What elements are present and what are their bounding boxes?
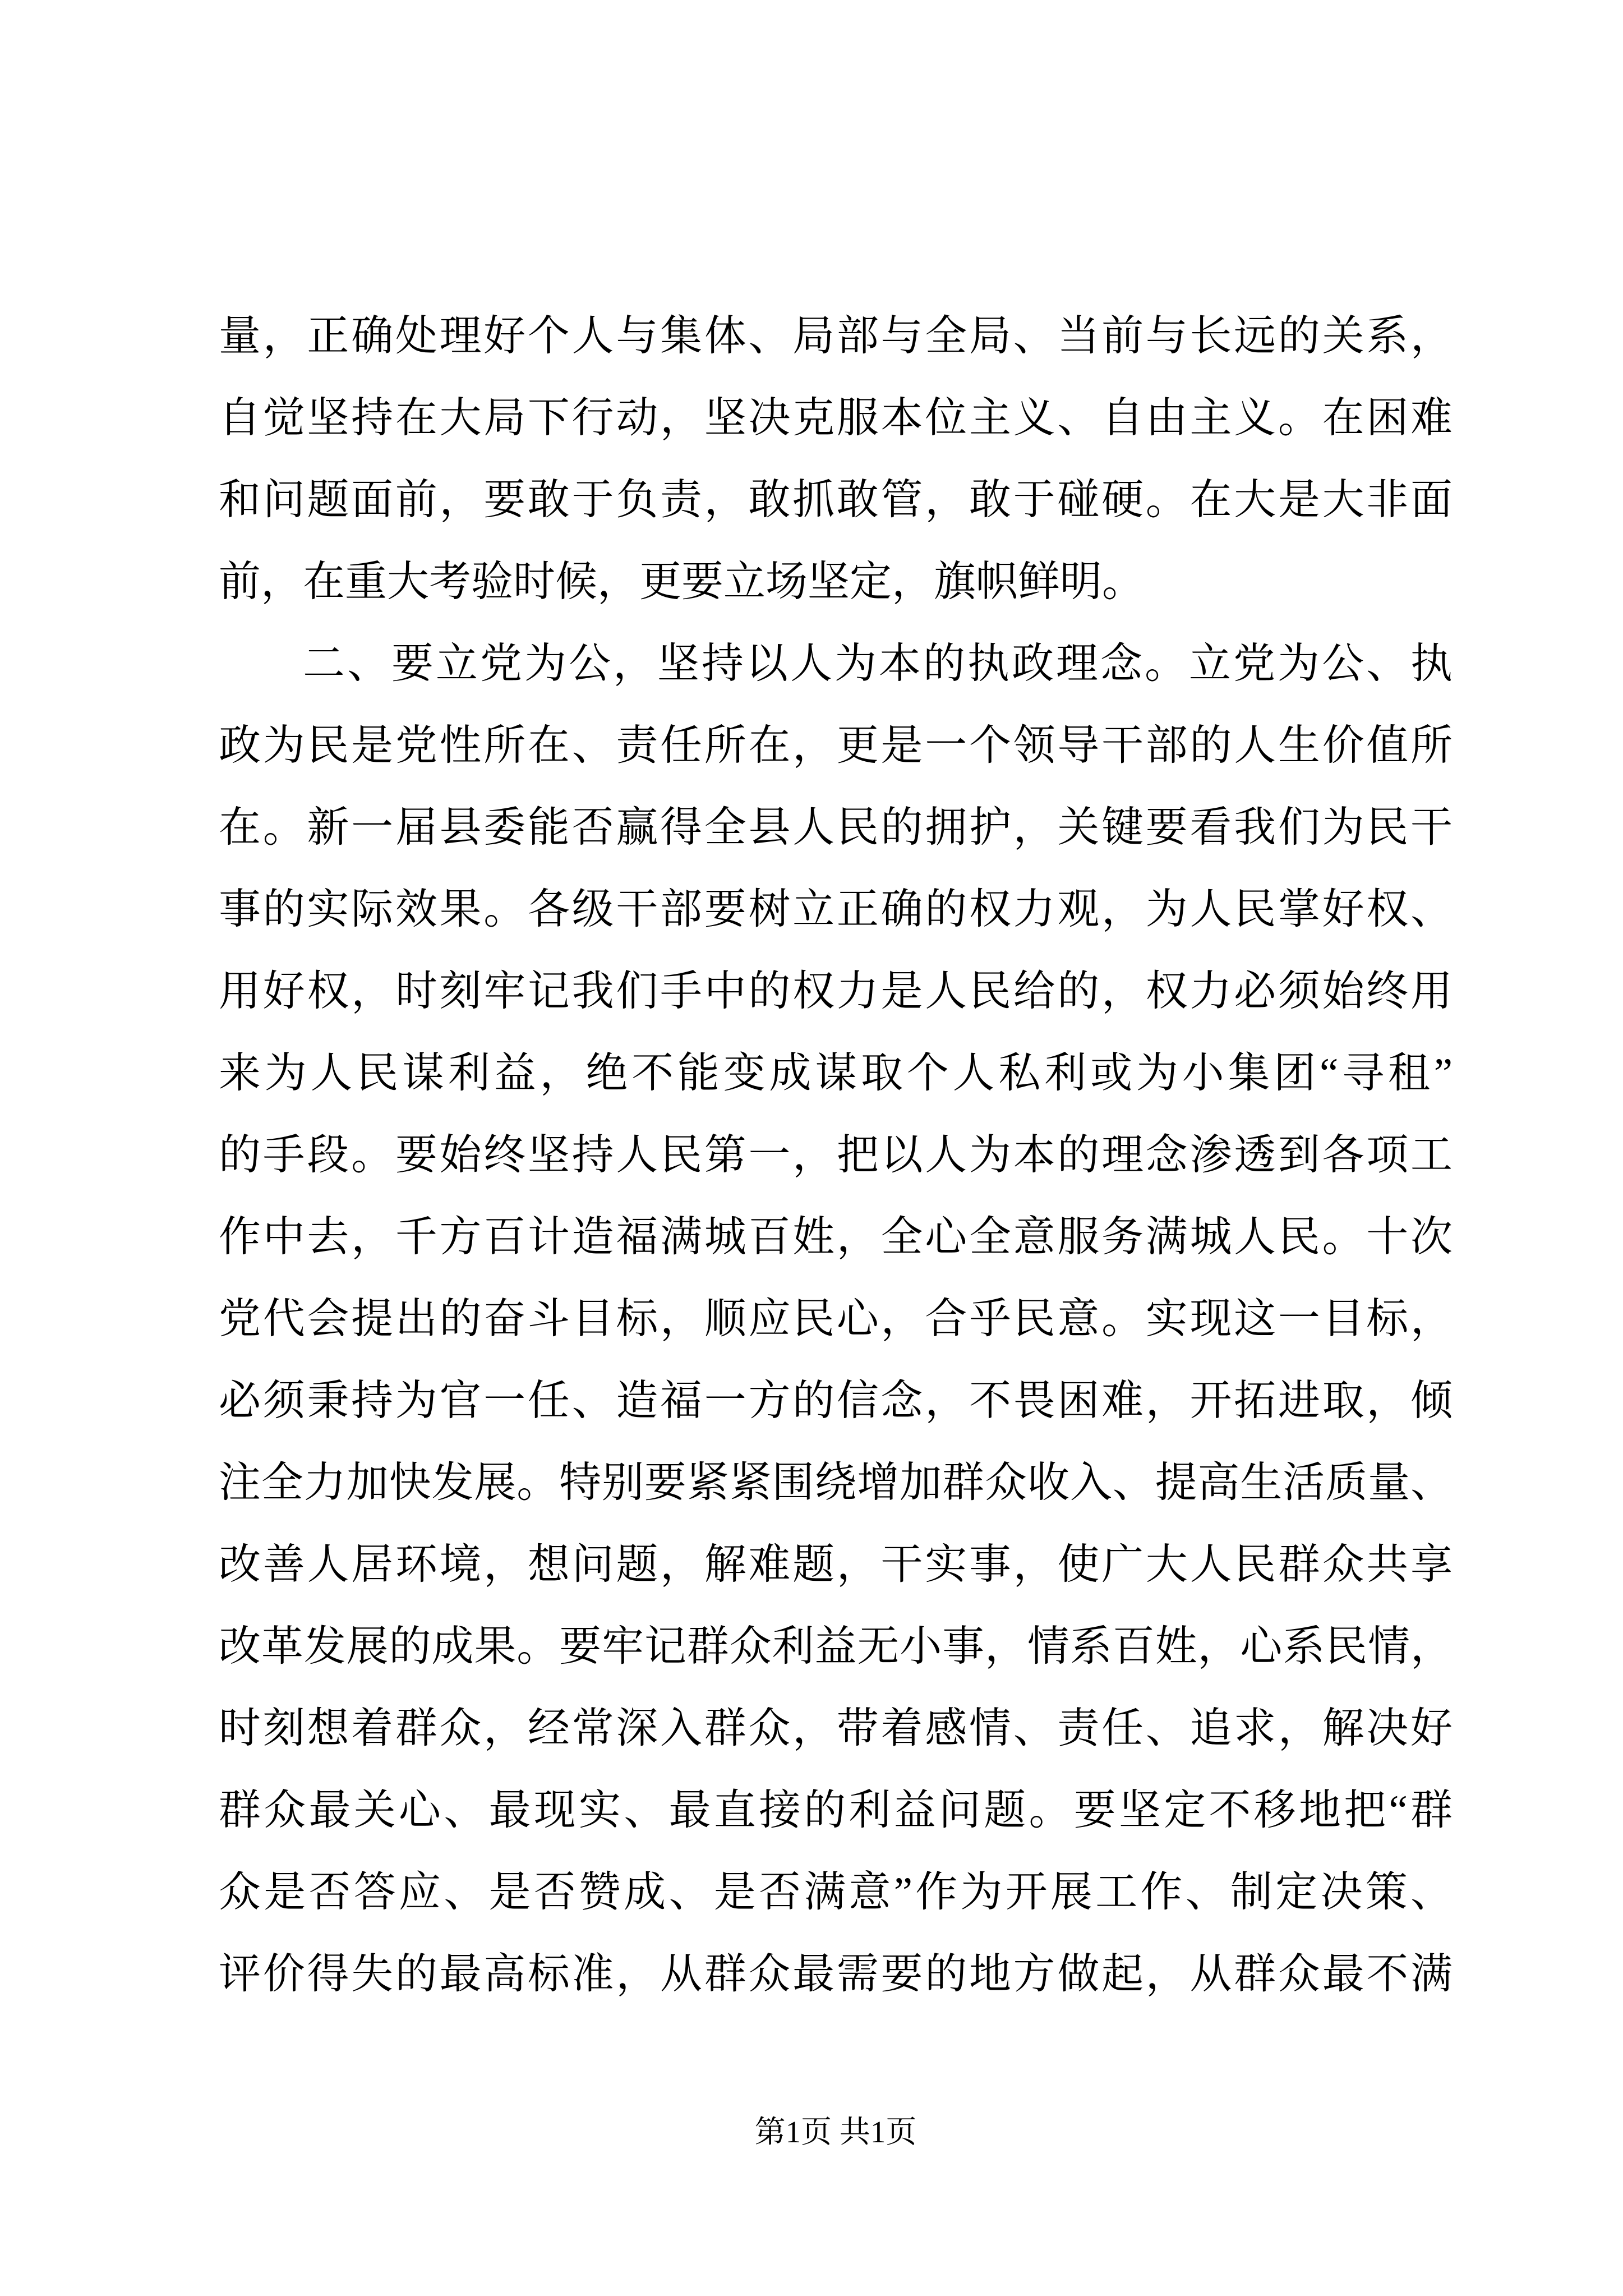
text-line: 前，在重大考验时候，更要立场坚定，旗帜鲜明。 — [219, 559, 1145, 605]
text-line: 来为人民谋利益，绝不能变成谋取个人私利或为小集团“寻租” — [219, 1050, 1453, 1097]
text-line: 众是否答应、是否赞成、是否满意”作为开展工作、制定决策、 — [219, 1869, 1453, 1916]
text-line: 党代会提出的奋斗目标，顺应民心，合乎民意。实现这一目标， — [219, 1296, 1453, 1342]
text-line: 在。新一届县委能否赢得全县人民的拥护，关键要看我们为民干 — [219, 804, 1453, 851]
text-line: 和问题面前，要敢于负责，敢抓敢管，敢于碰硬。在大是大非面 — [219, 477, 1453, 523]
page-number-label: 第1页 共1页 — [754, 2115, 917, 2149]
page-footer — [219, 2115, 1453, 2150]
text-line: 时刻想着群众，经常深入群众，带着感情、责任、追求，解决好 — [219, 1705, 1453, 1752]
text-line: 作中去，千方百计造福满城百姓，全心全意服务满城人民。十次 — [219, 1214, 1453, 1260]
text-line: 注全力加快发展。特别要紧紧围绕增加群众收入、提高生活质量、 — [219, 1460, 1453, 1506]
text-line: 群众最关心、最现实、最直接的利益问题。要坚定不移地把“群 — [219, 1787, 1453, 1834]
text-line: 政为民是党性所在、责任所在，更是一个领导干部的人生价值所 — [219, 723, 1453, 769]
text-line: 必须秉持为官一任、造福一方的信念，不畏困难，开拓进取，倾 — [219, 1378, 1453, 1424]
document-body — [219, 296, 1453, 2016]
text-line: 量，正确处理好个人与集体、局部与全局、当前与长远的关系， — [219, 313, 1453, 360]
text-line: 用好权，时刻牢记我们手中的权力是人民给的，权力必须始终用 — [219, 968, 1453, 1015]
text-line: 改善人居环境，想问题，解难题，干实事，使广大人民群众共享 — [219, 1542, 1453, 1588]
text-line: 自觉坚持在大局下行动，坚决克服本位主义、自由主义。在困难 — [219, 395, 1453, 441]
text-line: 二、要立党为公，坚持以人为本的执政理念。立党为公、执 — [303, 641, 1453, 687]
text-line: 改革发展的成果。要牢记群众利益无小事，情系百姓，心系民情， — [219, 1623, 1453, 1670]
text-line: 评价得失的最高标准，从群众最需要的地方做起，从群众最不满 — [219, 1951, 1453, 1998]
text-line: 的手段。要始终坚持人民第一，把以人为本的理念渗透到各项工 — [219, 1132, 1453, 1179]
text-line: 事的实际效果。各级干部要树立正确的权力观，为人民掌好权、 — [219, 886, 1453, 933]
